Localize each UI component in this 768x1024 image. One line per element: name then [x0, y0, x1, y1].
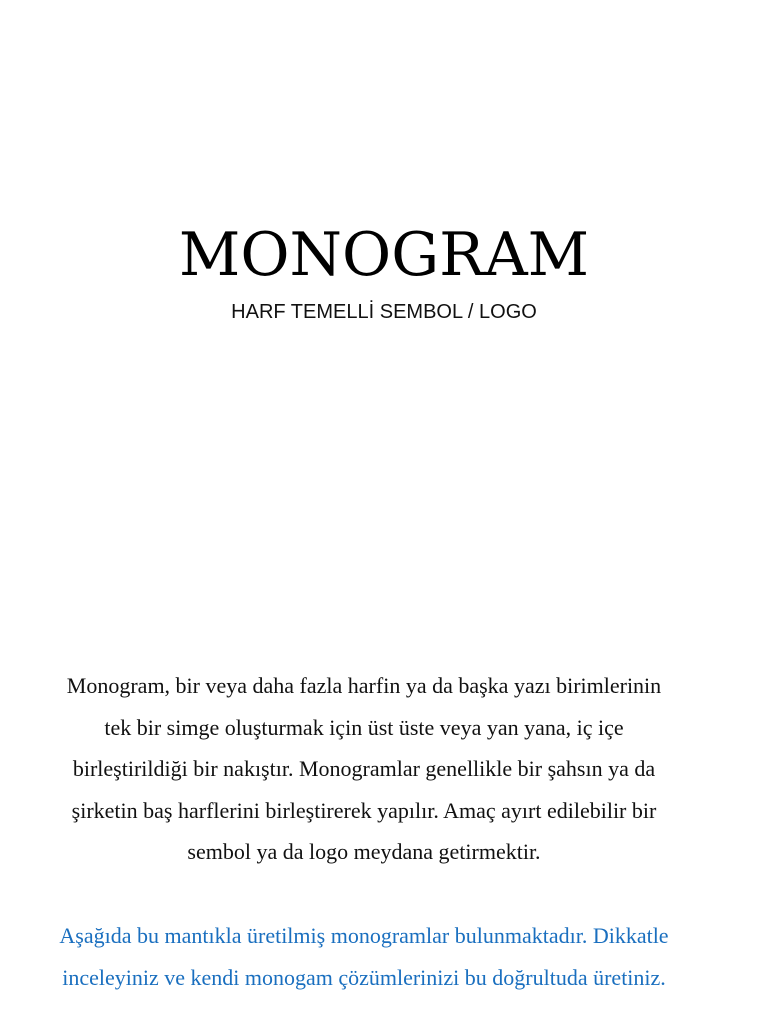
description-paragraph: Monogram, bir veya daha fazla harfin ya da başka yazı birimlerinin tek bir simge oluşturmak için üst üste veya yan yana, iç içe birleştirildiği bir nakıştır. Monogramlar genellikle bir şahsın ya da şirketin baş harflerini birleştirerek yapılır. Amaç ayırt edilebilir bir sembol ya da logo meydana getirmektir.: [66, 673, 662, 865]
note-paragraph: Aşağıda bu mantıkla üretilmiş monogramlar bulunmaktadır. Dikkatle inceleyiniz ve kendi monogam çözümlerinizi bu doğrultuda üretiniz.: [59, 923, 669, 990]
page-title: MONOGRAM: [178, 220, 590, 290]
page-subtitle: HARF TEMELLİ SEMBOL / LOGO: [231, 301, 537, 323]
